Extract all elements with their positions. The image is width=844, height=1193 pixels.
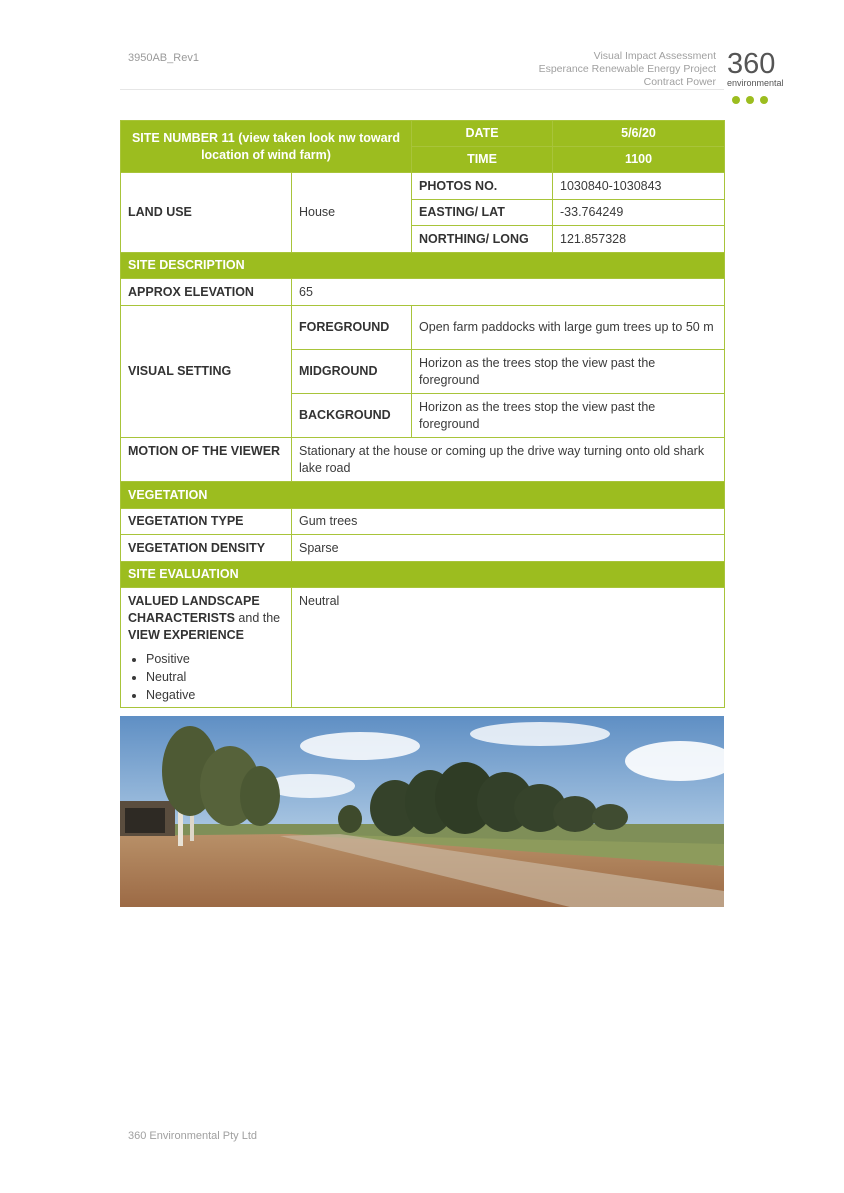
site-title: SITE NUMBER 11 (view taken look nw toward location of wind farm): [121, 121, 412, 173]
elevation-label: APPROX ELEVATION: [121, 279, 292, 306]
logo-dot: [732, 96, 740, 104]
evaluation-label-part-b: and the: [234, 611, 281, 625]
evaluation-label: [121, 588, 292, 708]
date-label: DATE: [412, 121, 553, 147]
logo-number: 360: [727, 48, 776, 80]
list-item: • Neutral: [146, 668, 284, 686]
evaluation-options-list: [128, 650, 284, 704]
time-value: 1100: [553, 147, 725, 173]
footer-company: 360 Environmental Pty Ltd: [128, 1130, 258, 1142]
midground-label: MIDGROUND: [292, 350, 412, 394]
logo-dot: [746, 96, 754, 104]
elevation-value: 65: [292, 279, 725, 306]
vegetation-density-value: Sparse: [292, 535, 725, 562]
background-value: Horizon as the trees stop the view past the foreground: [412, 394, 725, 438]
vegetation-density-label: VEGETATION DENSITY: [121, 535, 292, 562]
header-line-3: Contract Power: [643, 76, 716, 88]
motion-value: Stationary at the house or coming up the drive way turning onto old shark lake road: [292, 438, 725, 482]
shed-opening: [125, 808, 165, 833]
easting-label: EASTING/ LAT: [412, 200, 553, 226]
list-item: • Negative: [146, 686, 284, 704]
panorama-illustration: [120, 716, 724, 907]
list-item: • Positive: [146, 650, 284, 668]
photos-label: PHOTOS NO.: [412, 173, 553, 200]
header-project-info: [456, 50, 716, 89]
motion-label: MOTION OF THE VIEWER: [121, 438, 292, 482]
foreground-value: Open farm paddocks with large gum trees up to 50 m: [412, 306, 725, 350]
land-use-label: LAND USE: [121, 173, 292, 253]
easting-value: -33.764249: [553, 200, 725, 226]
northing-label: NORTHING/ LONG: [412, 226, 553, 253]
document-reference: 3950AB_Rev1: [128, 52, 199, 64]
site-panorama-photo: [120, 716, 724, 907]
foreground-label: FOREGROUND: [292, 306, 412, 350]
visual-setting-label: VISUAL SETTING: [121, 306, 292, 438]
vegetation-type-value: Gum trees: [292, 509, 725, 535]
header-line-1: Visual Impact Assessment: [593, 50, 716, 62]
time-label: TIME: [412, 147, 553, 173]
header-line-2: Esperance Renewable Energy Project: [538, 63, 716, 75]
cloud: [300, 732, 420, 760]
midground-value: Horizon as the trees stop the view past the foreground: [412, 350, 725, 394]
evaluation-value: Neutral: [292, 588, 725, 708]
photos-value: 1030840-1030843: [553, 173, 725, 200]
date-value: 5/6/20: [553, 121, 725, 147]
logo-dots: [727, 91, 807, 109]
vegetation-type-label: VEGETATION TYPE: [121, 509, 292, 535]
site-description-heading: SITE DESCRIPTION: [121, 253, 725, 279]
site-assessment-table: [120, 120, 725, 708]
company-logo: [727, 49, 807, 97]
evaluation-label-part-c: VIEW EXPERIENCE: [128, 628, 244, 642]
northing-value: 121.857328: [553, 226, 725, 253]
vegetation-heading: VEGETATION: [121, 482, 725, 509]
site-evaluation-heading: SITE EVALUATION: [121, 562, 725, 588]
evaluation-label-part-a: VALUED LANDSCAPE CHARACTERISTS: [128, 594, 260, 625]
background-label: BACKGROUND: [292, 394, 412, 438]
cloud: [470, 722, 610, 746]
header-divider: [120, 89, 724, 90]
land-use-value: House: [292, 173, 412, 253]
logo-text: environmental: [727, 78, 784, 88]
logo-dot: [760, 96, 768, 104]
